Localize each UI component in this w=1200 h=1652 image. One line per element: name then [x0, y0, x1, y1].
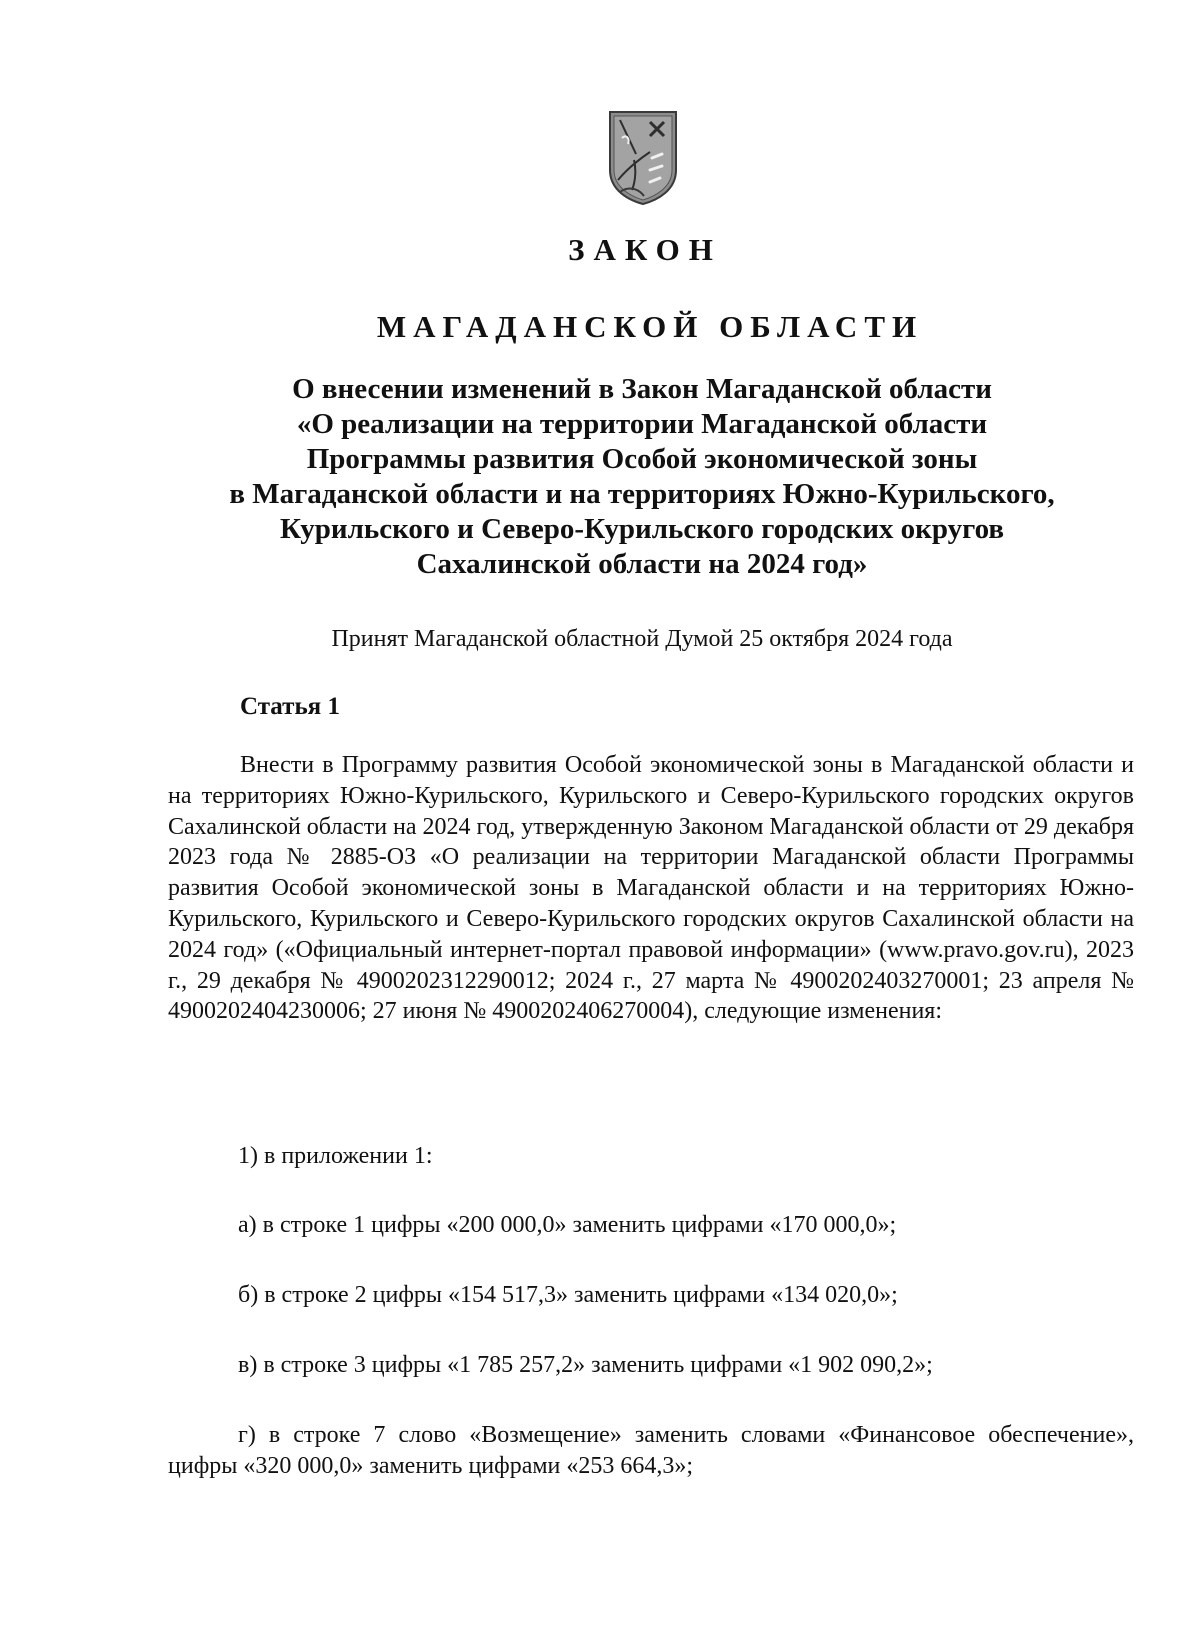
list-item: а) в строке 1 цифры «200 000,0» заменить цифрами «170 000,0»;	[238, 1212, 897, 1238]
law-title-line: Программы развития Особой экономической зоны	[306, 443, 978, 475]
law-title-line: Курильского и Северо-Курильского городских округов	[279, 513, 1005, 545]
coat-of-arms-icon	[606, 108, 680, 206]
adoption-note: Принят Магаданской областной Думой 25 октября 2024 года	[331, 626, 953, 652]
region-heading: МАГАДАНСКОЙ ОБЛАСТИ	[376, 309, 924, 344]
law-title-line: в Магаданской области и на территориях Южно-Курильского,	[229, 478, 1055, 510]
list-item: б) в строке 2 цифры «154 517,3» заменить цифрами «134 020,0»;	[238, 1282, 898, 1308]
article-heading: Статья 1	[240, 693, 340, 720]
list-item: в) в строке 3 цифры «1 785 257,2» заменить цифрами «1 902 090,2»;	[238, 1352, 933, 1378]
list-item: г) в строке 7 слово «Возмещение» заменить словами «Финансовое обеспечение», цифры «320 000,0» заменить цифрами «253 664,3»;	[168, 1422, 1134, 1479]
law-title	[120, 372, 1164, 582]
law-title-line: «О реализации на территории Магаданской области	[296, 408, 988, 440]
law-title-line: Сахалинской области на 2024 год»	[416, 548, 868, 580]
document-heading: ЗАКОН	[568, 232, 722, 267]
law-title-line: О внесении изменений в Закон Магаданской области	[292, 373, 992, 405]
list-item: 1) в приложении 1:	[238, 1143, 433, 1169]
article-body-paragraph: Внести в Программу развития Особой экономической зоны в Магаданской области и на территориях Южно-Курильского, Курильского и Северо-Курильского городских округов Сахалинской области на 2024 год, утвержденную Законом Магаданской области от 29 декабря 2023 года № 2885-ОЗ «О реализации на территории Магаданской области Программы развития Особой экономической зоны в Магаданской области и на территориях Южно-Курильского, Курильского и Северо-Курильского городских округов Сахалинской области на 2024 год» («Официальный интернет-портал правовой информации» (www.pravo.gov.ru), 2023 г., 29 декабря № 4900202312290012; 2024 г., 27 марта № 4900202403270001; 23 апреля № 4900202404230006; 27 июня № 4900202406270004), следующие изменения:	[168, 752, 1134, 1025]
